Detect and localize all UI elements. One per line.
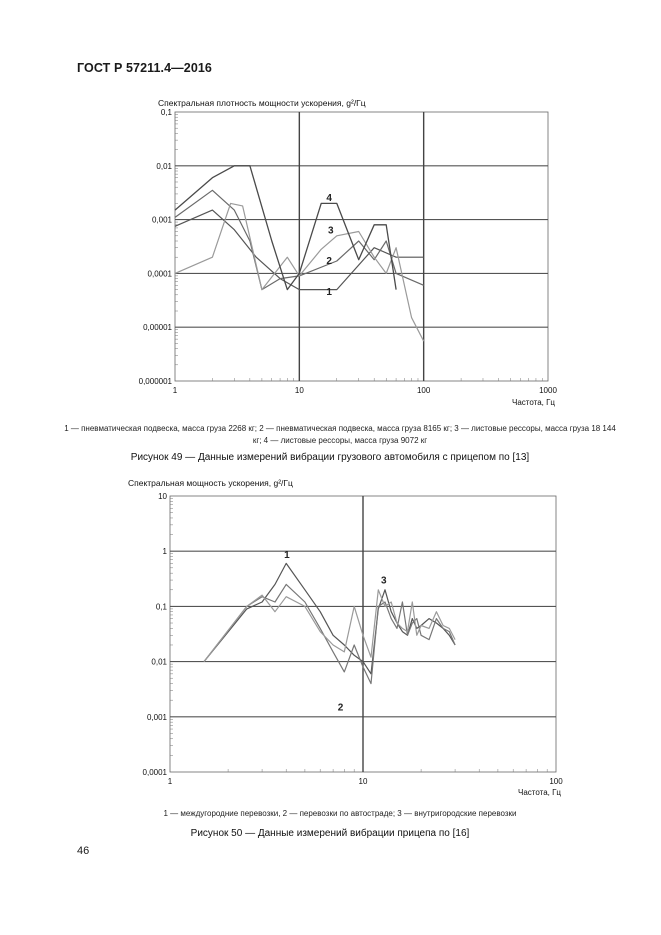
chart2-ylabel: Спектральная мощность ускорения, g²/Гц	[128, 478, 293, 488]
y-tick-label: 0,0001	[142, 768, 167, 777]
series-annotation-3: 3	[381, 575, 387, 587]
chart1-ylabel: Спектральная плотность мощности ускорения, g²/Гц	[158, 98, 366, 108]
x-tick-label: 100	[549, 777, 563, 786]
series-line-2	[175, 190, 424, 289]
y-tick-label: 0,0001	[147, 269, 172, 279]
series-line-4	[175, 166, 396, 290]
chart2-series	[204, 563, 455, 683]
y-tick-label: 0,1	[155, 602, 167, 612]
series-annotation-1: 1	[326, 286, 332, 298]
chart2-x-ticks	[168, 777, 563, 786]
y-tick-label: 0,000001	[138, 377, 172, 386]
y-tick-label: 1	[162, 547, 167, 557]
x-tick-label: 1000	[539, 386, 557, 395]
series-annotation-4: 4	[326, 193, 332, 205]
chart2-caption: Рисунок 50 — Данные измерений вибрации прицепа по [16]	[190, 828, 470, 839]
chart1-annotations	[326, 193, 334, 298]
y-tick-label: 0,001	[146, 712, 167, 722]
series-annotation-2: 2	[326, 255, 332, 267]
chart1-xlabel: Частота, Гц	[512, 398, 556, 407]
chart2-annotations	[284, 550, 387, 713]
x-tick-label: 1	[172, 386, 178, 395]
chart1-legend: 1 — пневматическая подвеска, масса груза 2268 кг; 2 — пневматическая подвеска, масса груза 8165 кг; 3 — листовые рессоры, масса груза 18 144 кг; 4 — листовые рессоры, масса груза 9072 кг	[64, 424, 616, 445]
page-number: 46	[77, 845, 90, 857]
chart1-caption: Рисунок 49 — Данные измерений вибрации грузового автомобиля с прицепом по [13]	[130, 452, 530, 463]
y-tick-label: 0,1	[160, 108, 172, 117]
series-line-3	[204, 590, 455, 662]
series-annotation-1: 1	[284, 550, 290, 562]
y-tick-label: 10	[158, 492, 167, 501]
series-line-1	[204, 563, 455, 673]
chart2-legend: 1 — междугородние перевозки, 2 — перевозки по автострадe; 3 — внутригородские перевозки	[163, 809, 517, 818]
chart1-gridlines	[175, 112, 548, 381]
x-tick-label: 100	[416, 386, 431, 395]
x-tick-label: 1	[167, 777, 173, 786]
series-line-3	[175, 203, 424, 341]
chart1-series	[175, 166, 424, 341]
y-tick-label: 0,00001	[143, 323, 172, 333]
x-tick-label: 10	[294, 386, 304, 395]
chart1-x-ticks	[173, 386, 558, 395]
chart1-y-ticks	[139, 108, 173, 386]
y-tick-label: 0,01	[156, 161, 172, 171]
y-tick-label: 0,001	[151, 215, 172, 225]
chart2-gridlines	[170, 496, 556, 772]
series-annotation-2: 2	[337, 702, 344, 714]
chart1-plot-area	[175, 112, 548, 381]
chart2-xlabel: Частота, Гц	[518, 788, 562, 797]
chart2-plot-area	[170, 496, 556, 772]
x-tick-label: 10	[358, 777, 368, 786]
chart2-y-ticks	[143, 492, 168, 777]
y-tick-label: 0,01	[151, 657, 167, 667]
series-annotation-3: 3	[327, 225, 334, 237]
document-header: ГОСТ Р 57211.4—2016	[77, 61, 212, 75]
series-line-2	[204, 584, 455, 683]
series-line-1	[175, 210, 424, 290]
